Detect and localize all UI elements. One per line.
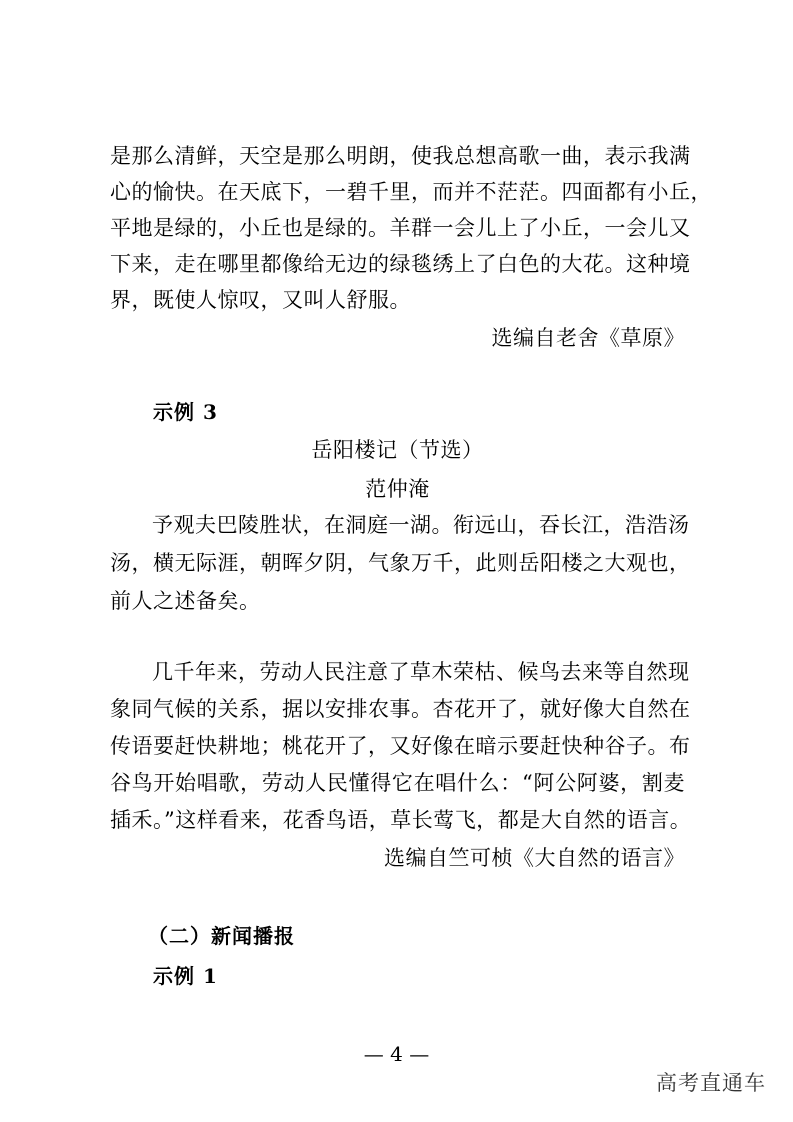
page-number: — 4 —: [363, 1042, 430, 1066]
paragraph-line: 前人之述备矣。: [110, 589, 261, 613]
paragraph-line: 是那么清鲜，天空是那么明朗，使我总想高歌一曲，表示我满: [110, 144, 691, 168]
paragraph-line: 汤，横无际涯，朝晖夕阴，气象万千，此则岳阳楼之大观也，: [110, 551, 691, 575]
paragraph-line: 象同气候的关系，据以安排农事。杏花开了，就好像大自然在: [110, 697, 691, 721]
paragraph-line: 几千年来，劳动人民注意了草木荣枯、候鸟去来等自然现: [152, 660, 690, 684]
paragraph-line: 平地是绿的，小丘也是绿的。羊群一会儿上了小丘，一会儿又: [110, 216, 691, 240]
section-heading: （二）新闻播报: [148, 924, 295, 948]
watermark-logo: 高考直通车: [656, 1071, 766, 1095]
paragraph-line: 予观夫巴陵胜状，在洞庭一湖。衔远山，吞长江，浩浩汤: [152, 513, 690, 537]
source-citation: 选编自竺可桢《大自然的语言》: [384, 846, 685, 870]
paragraph-line: 心的愉快。在天底下，一碧千里，而并不茫茫。四面都有小丘，: [110, 180, 712, 204]
poem-title: 岳阳楼记（节选）: [311, 438, 484, 462]
paragraph-line: 界，既使人惊叹，又叫人舒服。: [110, 288, 411, 312]
example-heading: 示例 1: [153, 964, 218, 988]
paragraph-line: 下来，走在哪里都像给无边的绿毯绣上了白色的大花。这种境: [110, 252, 691, 276]
example-heading: 示例 3: [153, 400, 218, 424]
poem-author: 范仲淹: [365, 477, 430, 501]
source-citation: 选编自老舍《草原》: [491, 326, 685, 350]
paragraph-line: 谷鸟开始唱歌，劳动人民懂得它在唱什么：“阿公阿婆，割麦: [110, 771, 685, 795]
paragraph-line: 传语要赶快耕地；桃花开了，又好像在暗示要赶快种谷子。布: [110, 734, 691, 758]
paragraph-line: 插禾。”这样看来，花香鸟语，草长莺飞，都是大自然的语言。: [110, 808, 692, 832]
